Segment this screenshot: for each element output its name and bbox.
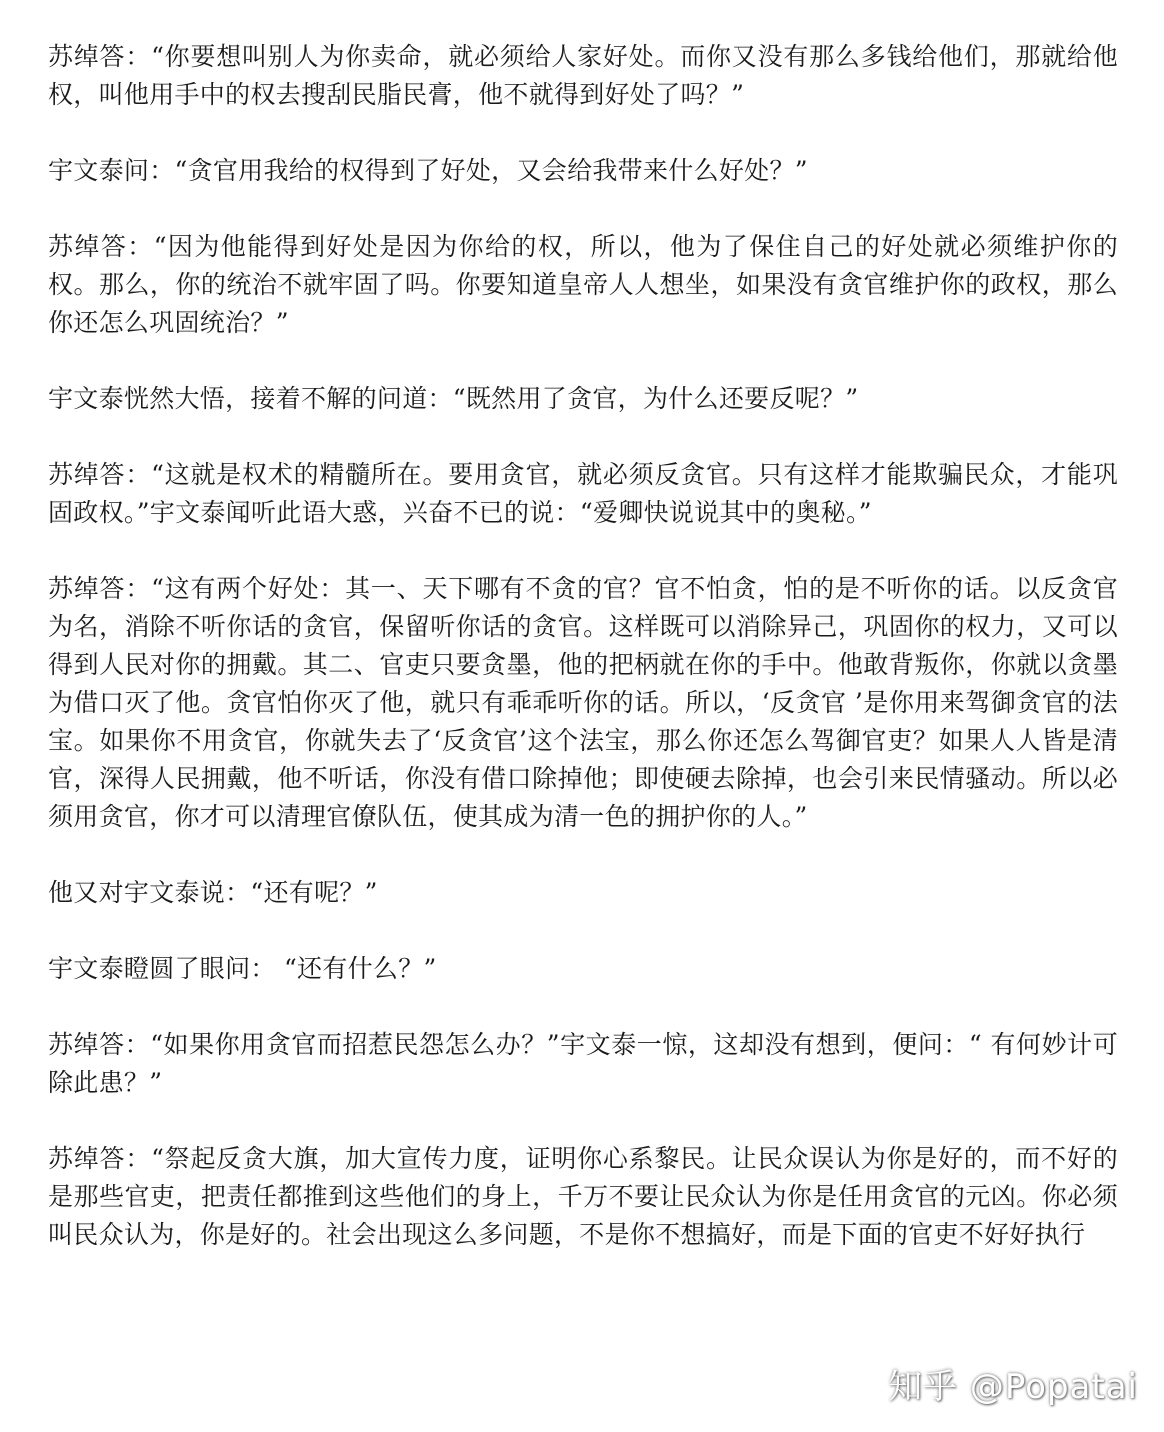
paragraph-3: 苏绰答：“因为他能得到好处是因为你给的权，所以，他为了保住自己的好处就必须维护你的权。那么，你的统治不就牢固了吗。你要知道皇帝人人想坐，如果没有贪官维护你的政权，那么你还怎么巩固统治？” <box>48 232 1118 337</box>
paragraph-4: 宇文泰恍然大悟，接着不解的问道：“既然用了贪官，为什么还要反呢？” <box>48 384 859 413</box>
zhihu-watermark: 知乎 @Popatai <box>888 1367 1138 1407</box>
paragraph-2: 宇文泰问：“贪官用我给的权得到了好处，又会给我带来什么好处？” <box>48 156 808 185</box>
paragraph-8: 宇文泰瞪圆了眼问： “还有什么？” <box>48 954 437 983</box>
paragraph-5: 苏绰答：“这就是权术的精髓所在。要用贪官，就必须反贪官。只有这样才能欺骗民众，才能巩固政权。”宇文泰闻听此语大惑，兴奋不已的说：“爱卿快说说其中的奥秘。” <box>48 460 1118 527</box>
article-body <box>48 38 1118 1292</box>
paragraph-6: 苏绰答：“这有两个好处：其一、天下哪有不贪的官？官不怕贪，怕的是不听你的话。以反贪官为名，消除不听你话的贪官，保留听你话的贪官。这样既可以消除异己，巩固你的权力，又可以得到人民对你的拥戴。其二、官吏只要贪墨，他的把柄就在你的手中。他敢背叛你，你就以贪墨为借口灭了他。贪官怕你灭了他，就只有乖乖听你的话。所以，‘反贪官 ’是你用来驾御贪官的法宝。如果你不用贪官，你就失去了‘反贪官’这个法宝，那么你还怎么驾御官吏？如果人人皆是清官，深得人民拥戴，他不听话，你没有借口除掉他；即使硬去除掉，也会引来民情骚动。所以必须用贪官，你才可以清理官僚队伍，使其成为清一色的拥护你的人。” <box>48 574 1118 831</box>
paragraph-10: 苏绰答：“祭起反贪大旗，加大宣传力度，证明你心系黎民。让民众误认为你是好的，而不好的是那些官吏，把责任都推到这些他们的身上，千万不要让民众认为你是任用贪官的元凶。你必须叫民众认为，你是好的。社会出现这么多问题，不是你不想搞好，而是下面的官吏不好好执行 <box>48 1144 1118 1249</box>
paragraph-9: 苏绰答：“如果你用贪官而招惹民怨怎么办？”宇文泰一惊，这却没有想到，便问：“ 有何妙计可除此患？” <box>48 1030 1118 1097</box>
paragraph-7: 他又对宇文泰说：“还有呢？” <box>48 878 378 907</box>
paragraph-1: 苏绰答：“你要想叫别人为你卖命，就必须给人家好处。而你又没有那么多钱给他们，那就给他权，叫他用手中的权去搜刮民脂民膏，他不就得到好处了吗？” <box>48 42 1118 109</box>
